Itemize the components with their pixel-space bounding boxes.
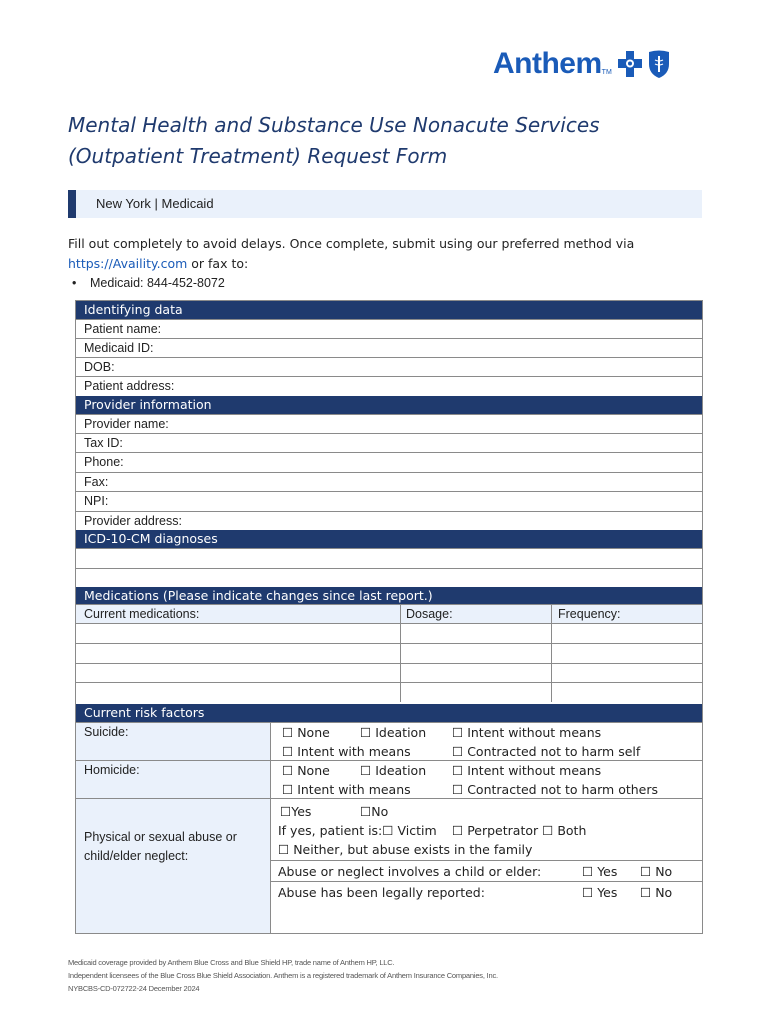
anthem-logo — [493, 44, 670, 84]
patient-address-field[interactable]: Patient address: — [76, 376, 702, 396]
homicide-intent-without-option[interactable] — [452, 761, 601, 780]
medications-divider — [551, 604, 552, 702]
neither-option[interactable] — [278, 840, 532, 859]
option-label: Ideation — [375, 763, 427, 778]
option-label: Neither, but abuse exists in the family — [293, 842, 533, 857]
checkbox-icon[interactable]: ☐ — [452, 763, 464, 778]
perpetrator-option[interactable] — [452, 821, 586, 840]
suicide-intent-without-option[interactable] — [452, 723, 601, 742]
provider-address-field[interactable]: Provider address: — [76, 511, 702, 531]
fax-number: 844-452-8072 — [146, 276, 225, 290]
checkbox-icon[interactable]: ☐ — [360, 763, 372, 778]
npi-field[interactable]: NPI: — [76, 491, 702, 511]
checkbox-icon[interactable]: ☐ — [282, 725, 294, 740]
checkbox-icon[interactable]: ☐ — [278, 842, 290, 857]
risk-divider — [270, 722, 271, 933]
checkbox-icon[interactable]: ☐ — [452, 823, 464, 838]
request-form — [75, 300, 703, 934]
option-label: Intent without means — [467, 725, 602, 740]
suicide-ideation-option[interactable] — [360, 723, 426, 742]
region-banner — [68, 190, 702, 218]
instructions-fax: or fax to: — [187, 256, 249, 271]
logo-text: Anthem — [493, 47, 602, 80]
footer-line: Medicaid coverage provided by Anthem Blue Cross and Blue Shield HP, trade name of Anthem HP, LLC. — [68, 958, 395, 967]
victim-option[interactable]: Victim — [397, 823, 437, 838]
homicide-label: Homicide: — [76, 760, 270, 798]
divider — [270, 881, 702, 882]
checkbox-icon[interactable]: ☐ — [542, 823, 554, 838]
homicide-intent-with-option[interactable] — [282, 780, 411, 799]
medication-row[interactable] — [76, 682, 702, 702]
medication-row[interactable] — [76, 623, 702, 643]
col-frequency: Frequency: — [558, 607, 621, 621]
icd-row[interactable] — [76, 548, 702, 568]
homicide-contract-option[interactable] — [452, 780, 658, 799]
option-label: No — [371, 804, 389, 819]
reported-no-option[interactable] — [640, 883, 672, 902]
legally-reported-question: Abuse has been legally reported: — [278, 885, 485, 900]
icd-row[interactable] — [76, 568, 702, 587]
medication-row[interactable] — [76, 643, 702, 663]
option-label: None — [297, 725, 330, 740]
blue-shield-icon — [648, 49, 670, 79]
checkbox-icon[interactable]: ☐ — [582, 864, 594, 879]
option-label: Yes — [291, 804, 312, 819]
checkbox-icon[interactable]: ☐ — [282, 763, 294, 778]
bullet-dot: • — [72, 276, 77, 290]
logo-tm: TM — [601, 69, 612, 76]
patient-is-label: If yes, patient is: — [278, 823, 383, 838]
suicide-intent-with-option[interactable] — [282, 742, 411, 761]
option-label: Contracted not to harm others — [467, 782, 659, 797]
section-provider-header: Provider information — [76, 396, 702, 414]
col-dosage: Dosage: — [406, 607, 453, 621]
checkbox-icon[interactable]: ☐ — [452, 782, 464, 797]
patient-is-line — [278, 821, 437, 840]
option-label: No — [655, 885, 673, 900]
divider — [270, 860, 702, 861]
provider-name-field[interactable]: Provider name: — [76, 414, 702, 434]
checkbox-icon[interactable]: ☐ — [282, 782, 294, 797]
patient-name-field[interactable]: Patient name: — [76, 319, 702, 339]
checkbox-icon[interactable]: ☐ — [452, 725, 464, 740]
homicide-ideation-option[interactable] — [360, 761, 426, 780]
col-current-medications: Current medications: — [84, 607, 200, 621]
footer — [68, 956, 498, 995]
fax-bullet — [72, 274, 225, 292]
child-elder-no-option[interactable] — [640, 862, 672, 881]
checkbox-icon[interactable]: ☐ — [382, 823, 394, 838]
medications-divider — [400, 604, 401, 702]
divider — [270, 798, 702, 799]
checkbox-icon[interactable]: ☐ — [452, 744, 464, 759]
fax-label: Medicaid: — [90, 276, 147, 290]
option-label: Intent with means — [297, 782, 411, 797]
availity-link[interactable]: https://Availity.com — [68, 256, 188, 271]
option-label: Yes — [597, 864, 618, 879]
banner-text: New York | Medicaid — [96, 196, 214, 211]
banner-accent — [68, 190, 76, 218]
suicide-contract-option[interactable] — [452, 742, 640, 761]
child-elder-question: Abuse or neglect involves a child or elder: — [278, 864, 542, 879]
checkbox-icon[interactable]: ☐ — [360, 804, 372, 819]
checkbox-icon[interactable]: ☐ — [360, 725, 372, 740]
medication-row[interactable] — [76, 663, 702, 682]
checkbox-icon[interactable]: ☐ — [582, 885, 594, 900]
suicide-none-option[interactable] — [282, 723, 330, 742]
option-label: No — [655, 864, 673, 879]
child-elder-yes-option[interactable] — [582, 862, 617, 881]
footer-line: NYBCBS-CD-072722-24 December 2024 — [68, 984, 200, 993]
option-label: Ideation — [375, 725, 427, 740]
checkbox-icon[interactable]: ☐ — [280, 804, 292, 819]
medications-column-headers — [76, 604, 702, 623]
section-medications-header: Medications (Please indicate changes since last report.) — [76, 587, 702, 605]
option-label: Intent with means — [297, 744, 411, 759]
option-label: Intent without means — [467, 763, 602, 778]
tax-id-field[interactable]: Tax ID: — [76, 433, 702, 453]
abuse-label: Physical or sexual abuse or child/elder neglect: — [76, 798, 270, 933]
section-identifying-header: Identifying data — [76, 301, 702, 319]
option-label: Contracted not to harm self — [467, 744, 641, 759]
checkbox-icon[interactable]: ☐ — [640, 864, 652, 879]
instructions-text: Fill out completely to avoid delays. Once complete, submit using our preferred method via — [68, 236, 635, 251]
medicaid-id-field[interactable]: Medicaid ID: — [76, 338, 702, 358]
option-label: Yes — [597, 885, 618, 900]
abuse-no-option[interactable] — [360, 802, 388, 821]
phone-field[interactable]: Phone: — [76, 452, 702, 472]
option-label: None — [297, 763, 330, 778]
checkbox-icon[interactable]: ☐ — [282, 744, 294, 759]
blue-cross-icon — [618, 49, 642, 79]
footer-line: Independent licensees of the Blue Cross Blue Shield Association. Anthem is a registered trademark of Anthem Insurance Companies, Inc. — [68, 971, 498, 980]
fax-field[interactable]: Fax: — [76, 472, 702, 492]
both-option[interactable]: Both — [557, 823, 587, 838]
reported-yes-option[interactable] — [582, 883, 617, 902]
page-title: Mental Health and Substance Use Nonacute Services (Outpatient Treatment) Request Form — [68, 113, 600, 168]
suicide-label: Suicide: — [76, 722, 270, 760]
abuse-yes-option[interactable] — [280, 802, 311, 821]
homicide-none-option[interactable] — [282, 761, 330, 780]
section-icd-header: ICD-10-CM diagnoses — [76, 530, 702, 548]
checkbox-icon[interactable]: ☐ — [640, 885, 652, 900]
option-label: Perpetrator — [467, 823, 539, 838]
instructions — [68, 234, 708, 274]
section-risk-header: Current risk factors — [76, 704, 702, 722]
dob-field[interactable]: DOB: — [76, 357, 702, 377]
